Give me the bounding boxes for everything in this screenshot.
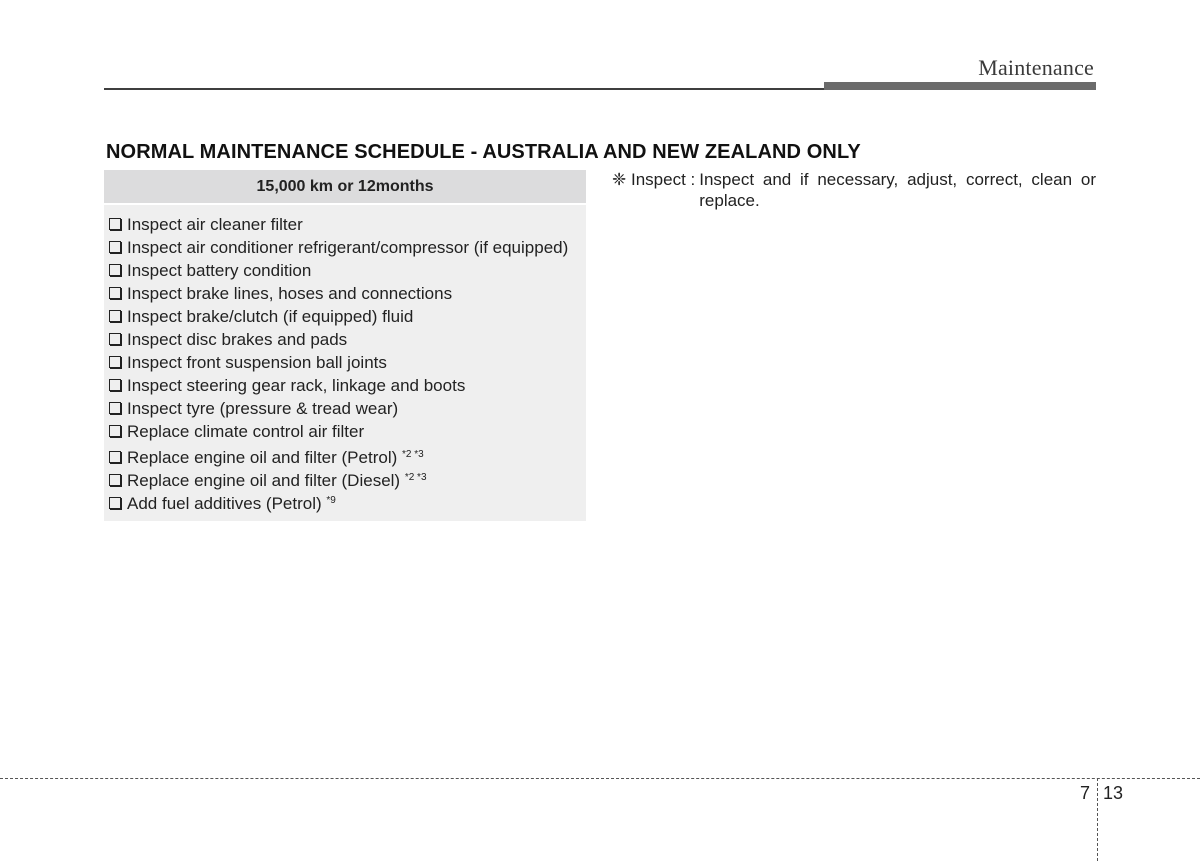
schedule-item-text: Add fuel additives (Petrol) <box>127 494 322 513</box>
schedule-item-text: Replace engine oil and filter (Diesel) <box>127 471 401 490</box>
schedule-item <box>109 489 586 512</box>
footnote-marker: *2 *3 <box>402 449 424 460</box>
checkbox-icon <box>109 310 121 322</box>
schedule-item-text: Inspect tyre (pressure & tread wear) <box>127 399 399 418</box>
schedule-item <box>109 466 586 489</box>
schedule-item-text: Replace climate control air filter <box>127 422 365 441</box>
section-title: Maintenance <box>978 55 1094 80</box>
note-symbol-icon: ❈ <box>612 170 627 189</box>
checkbox-icon <box>109 379 121 391</box>
schedule-item-text: Inspect air cleaner filter <box>127 215 303 234</box>
inspect-note-key: ❈ Inspect : <box>612 170 696 189</box>
chapter-number: 7 <box>1080 783 1091 803</box>
schedule-item-text: Inspect air conditioner refrigerant/compressor (if equipped) <box>127 238 569 257</box>
checkbox-icon <box>109 333 121 345</box>
schedule-item-text: Inspect disc brakes and pads <box>127 330 348 349</box>
schedule-item <box>109 374 586 397</box>
checkbox-icon <box>109 264 121 276</box>
schedule-item <box>109 328 586 351</box>
footnote-marker: *9 <box>326 495 336 506</box>
schedule-item-text: Inspect front suspension ball joints <box>127 353 387 372</box>
schedule-item-text: Inspect steering gear rack, linkage and boots <box>127 376 466 395</box>
checkbox-icon <box>109 402 121 414</box>
page-heading: NORMAL MAINTENANCE SCHEDULE - AUSTRALIA AND NEW ZEALAND ONLY <box>106 141 861 163</box>
checkbox-icon <box>109 218 121 230</box>
schedule-item-list <box>104 205 586 512</box>
schedule-item-text: Replace engine oil and filter (Petrol) <box>127 448 398 467</box>
schedule-item <box>109 305 586 328</box>
schedule-item <box>109 282 586 305</box>
footnote-marker: *2 *3 <box>404 472 427 483</box>
schedule-item <box>109 420 586 443</box>
inspect-note-text: Inspect and if necessary, adjust, correct, clean or replace. <box>699 170 1096 210</box>
checkbox-icon <box>109 356 121 368</box>
footer-page-divider <box>1097 778 1098 861</box>
checkbox-icon <box>109 287 121 299</box>
inspect-note <box>612 169 1096 211</box>
schedule-interval-header: 15,000 km or 12months <box>104 170 586 205</box>
schedule-item-text: Inspect brake/clutch (if equipped) fluid <box>127 307 414 326</box>
schedule-item <box>109 351 586 374</box>
schedule-table <box>104 170 586 521</box>
checkbox-icon <box>109 241 121 253</box>
footer-divider <box>0 778 1200 779</box>
schedule-item <box>109 259 586 282</box>
checkbox-icon <box>109 425 121 437</box>
checkbox-icon <box>109 474 121 486</box>
header-rule-accent <box>824 82 1096 90</box>
checkbox-icon <box>109 451 121 463</box>
schedule-item-text: Inspect battery condition <box>127 261 312 280</box>
schedule-item <box>109 213 586 236</box>
checkbox-icon <box>109 497 121 509</box>
schedule-item <box>109 443 586 466</box>
schedule-item-text: Inspect brake lines, hoses and connections <box>127 284 453 303</box>
schedule-item <box>109 236 586 259</box>
schedule-item <box>109 397 586 420</box>
page-number: 13 <box>1103 783 1124 803</box>
